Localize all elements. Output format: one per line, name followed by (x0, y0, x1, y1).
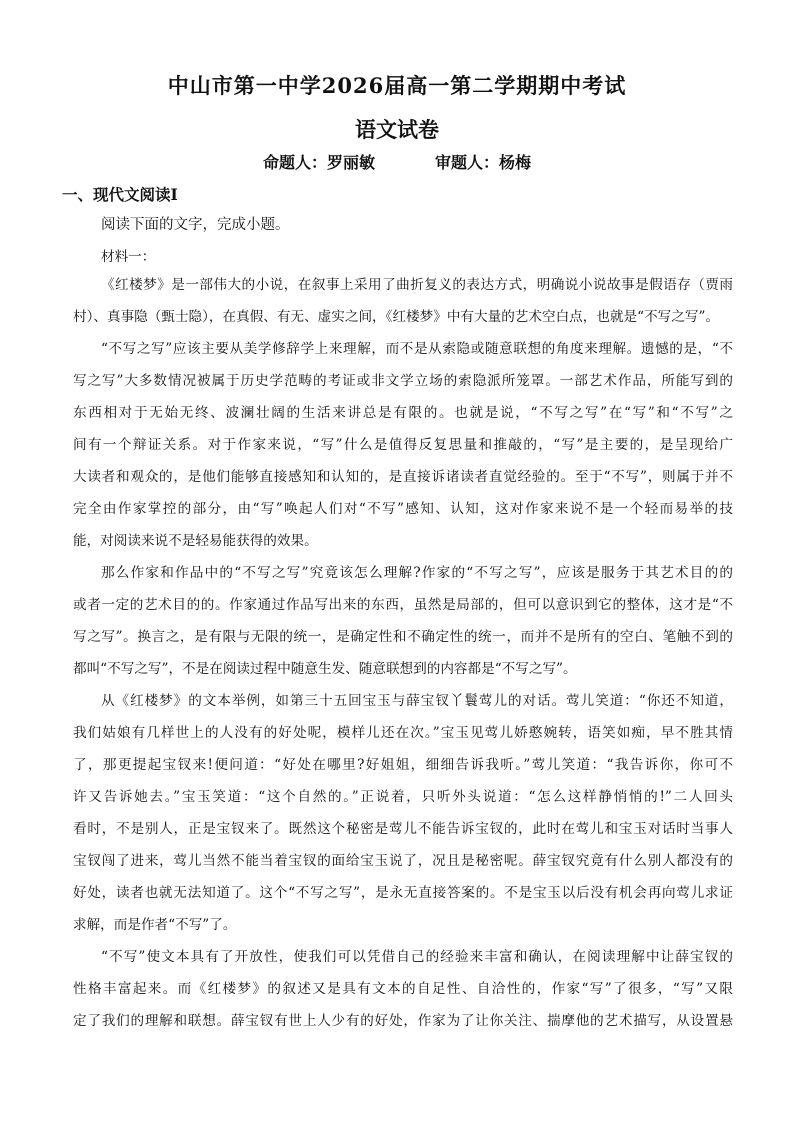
text-line: 写之写”大多数情况被属于历史学范畴的考证或非文学立场的索隐派所笼罩。一部艺术作品，所能写到的 (73, 373, 733, 389)
text-line: 看时，不是别人，正是宝钗来了。既然这个秘密是莺儿不能告诉宝钗的，此时在莺儿和宝玉对话时当事人 (73, 821, 733, 837)
question-setter: 命题人：罗丽敏 (262, 153, 375, 172)
text-line: 我们姑娘有几样世上的人没有的好处呢，模样儿还在次。”宝玉见莺儿娇憨婉转，语笑如痴，早不胜其情 (73, 725, 733, 741)
text-line: 宝钗闯了进来，莺儿当然不能当着宝钗的面给宝玉说了，况且是秘密呢。薛宝钗究竟有什么别人都没有的 (73, 853, 733, 869)
text-line: 东西相对于无始无终、波澜壮阔的生活来讲总是有限的。也就是说，“不写之写”在“写”和“不写”之 (73, 405, 733, 421)
instruction-text: 阅读下面的文字，完成小题。 (101, 217, 290, 233)
section-heading: 一、现代文阅读Ⅰ (62, 185, 178, 204)
text-line: 许又告诉她去。”宝玉笑道：“这个自然的。”正说着，只听外头说道：“怎么这样静悄悄的!”二人回头 (73, 789, 733, 805)
text-line: 那么作家和作品中的“不写之写”究竟该怎么理解?作家的“不写之写”，应该是服务于其艺术目的的 (101, 565, 733, 581)
text-line: 了，那更提起宝钗来!便问道：“好处在哪里?好姐姐，细细告诉我听。”莺儿笑道：“我告诉你，你可不 (73, 757, 733, 773)
authors-line (0, 150, 794, 173)
text-line: 大读者和观众的，是他们能够直接感知和认知的，是直接诉诸读者直觉经验的。至于“不写”，则属于并不 (73, 469, 733, 485)
text-line: “不写之写”应该主要从美学修辞学上来理解，而不是从索隐或随意联想的角度来理解。遗憾的是，“不 (101, 341, 733, 357)
text-line: 间有一个辩证关系。对于作家来说，“写”什么是值得反复思量和推敲的，“写”是主要的，是呈现给广 (73, 437, 733, 453)
text-line: 性格丰富起来。而《红楼梦》的叙述又是具有文本的自足性、自洽性的，作家“写”了很多，“写”又限 (73, 981, 733, 997)
exam-subtitle: 语文试卷 (355, 117, 439, 142)
text-line: 写之写”。换言之，是有限与无限的统一，是确定性和不确定性的统一，而并不是所有的空白、笔触不到的 (73, 629, 733, 645)
text-line: 或者一定的艺术目的的。作家通过作品写出来的东西，虽然是局部的，但可以意识到它的整体，这才是“不 (73, 597, 733, 613)
text-line: “不写”使文本具有了开放性，使我们可以凭借自己的经验来丰富和确认，在阅读理解中让薛宝钗的 (101, 949, 733, 965)
text-line: 村）、真事隐（甄士隐），在真假、有无、虚实之间，《红楼梦》中有大量的艺术空白点，也就是“不写之写”。 (73, 309, 719, 325)
text-line: 求解，而是作者“不写”了。 (73, 917, 237, 933)
exam-title: 中山市第一中学2026届高一第二学期期中考试 (167, 73, 627, 98)
material-label: 材料一： (101, 249, 156, 265)
text-line: 定了我们的理解和联想。薛宝钗有世上人少有的好处，作家为了让你关注、揣摩他的艺术描写，从设置悬 (73, 1013, 733, 1029)
text-line: 好处，读者也就无法知道了。这个“不写之写”，是永无直接答案的。不是宝玉以后没有机会再向莺儿求证 (73, 885, 733, 901)
text-line: 完全由作家掌控的部分，由“写”唤起人们对“不写”感知、认知，这对作家来说不是一个轻而易举的技 (73, 501, 733, 517)
text-line: 从《红楼梦》的文本举例，如第三十五回宝玉与薛宝钗丫鬟莺儿的对话。莺儿笑道：“你还不知道， (101, 693, 733, 709)
text-line: 《红楼梦》是一部伟大的小说，在叙事上采用了曲折复义的表达方式，明确说小说故事是假语存（贾雨 (101, 277, 733, 293)
text-line: 都叫“不写之写”，不是在阅读过程中随意生发、随意联想到的内容都是“不写之写”。 (73, 661, 577, 677)
question-reviewer: 审题人：杨梅 (435, 153, 532, 172)
text-line: 能，对阅读来说不是轻易能获得的效果。 (73, 533, 318, 549)
